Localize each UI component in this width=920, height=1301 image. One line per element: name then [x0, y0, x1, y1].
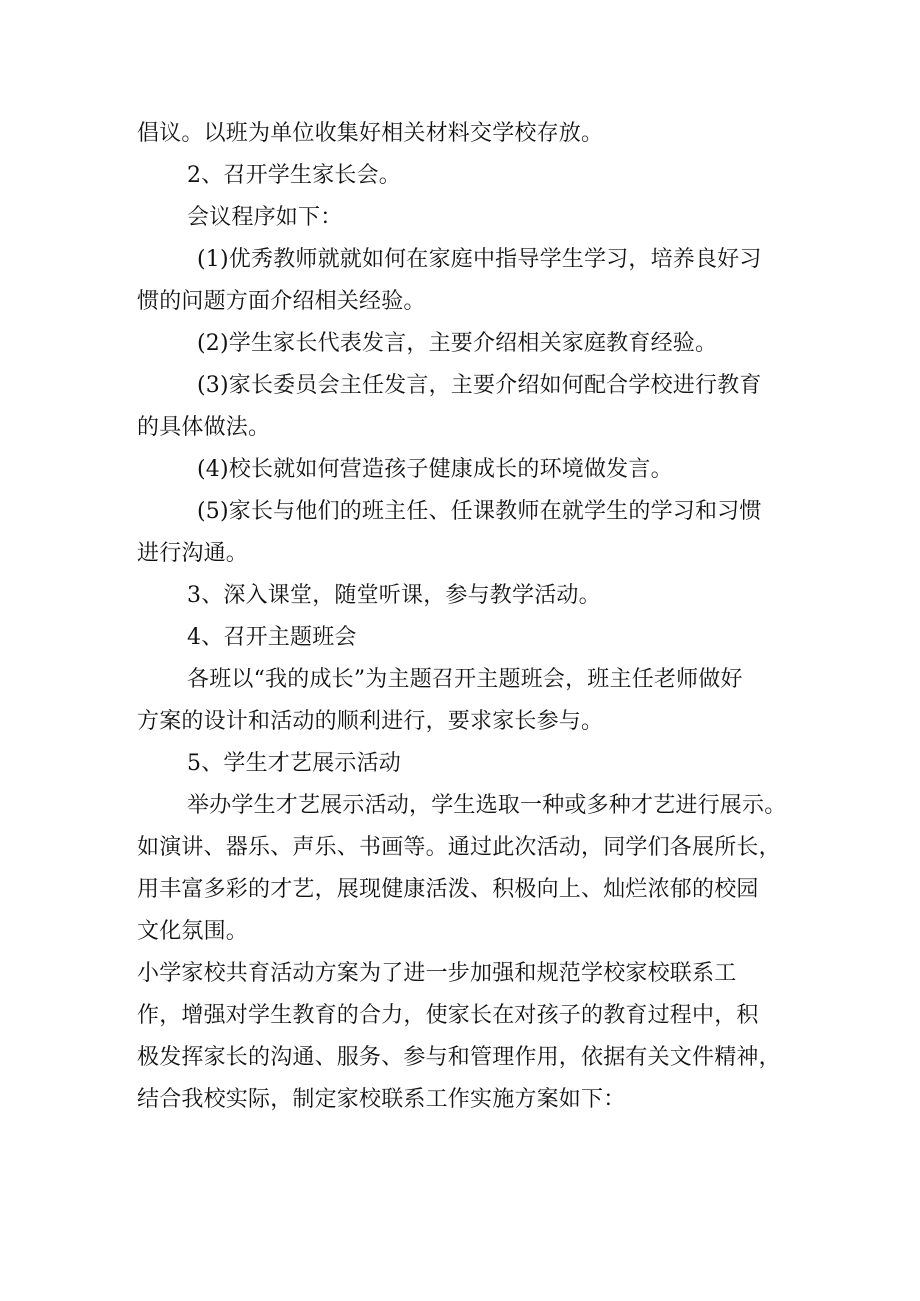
text-line: 结合我校实际，制定家校联系工作实施方案如下： — [137, 1087, 626, 1112]
list-item: (4)校长就如何营造孩子健康成长的环境做发言。 — [197, 457, 673, 482]
section-heading: 4、召开主题班会 — [187, 625, 357, 650]
text-line: 方案的设计和活动的顺利进行，要求家长参与。 — [137, 709, 604, 734]
section-heading: 2、召开学生家长会。 — [187, 163, 401, 188]
text-line: 极发挥家长的沟通、服务、参与和管理作用，依据有关文件精神， — [137, 1045, 781, 1070]
text-line: 用丰富多彩的才艺，展现健康活泼、积极向上、灿烂浓郁的校园 — [137, 877, 759, 902]
list-item: (1)优秀教师就就如何在家庭中指导学生学习，培养良好习 — [197, 247, 762, 272]
list-item: (3)家长委员会主任发言，主要介绍如何配合学校进行教育 — [197, 373, 762, 398]
section-heading: 3、深入课堂，随堂听课，参与教学活动。 — [187, 583, 601, 608]
text-line: 作，增强对学生教育的合力，使家长在对孩子的教育过程中，积 — [137, 1003, 759, 1028]
section-heading: 5、学生才艺展示活动 — [187, 751, 401, 776]
text-line: 的具体做法。 — [137, 415, 271, 440]
text-line: 倡议。以班为单位收集好相关材料交学校存放。 — [137, 121, 604, 146]
list-item: (2)学生家长代表发言，主要介绍相关家庭教育经验。 — [197, 331, 718, 356]
text-line: 各班以“我的成长”为主题召开主题班会，班主任老师做好 — [187, 667, 743, 692]
list-item: (5)家长与他们的班主任、任课教师在就学生的学习和习惯 — [197, 499, 762, 524]
text-line: 惯的问题方面介绍相关经验。 — [137, 289, 426, 314]
text-line: 文化氛围。 — [137, 919, 249, 944]
text-line: 小学家校共育活动方案为了进一步加强和规范学校家校联系工 — [137, 961, 737, 986]
text-line: 举办学生才艺展示活动，学生选取一种或多种才艺进行展示。 — [187, 793, 787, 818]
document-page — [137, 113, 787, 1121]
text-line: 会议程序如下： — [187, 205, 343, 230]
text-line: 进行沟通。 — [137, 541, 249, 566]
text-line: 如演讲、器乐、声乐、书画等。通过此次活动，同学们各展所长， — [137, 835, 781, 860]
